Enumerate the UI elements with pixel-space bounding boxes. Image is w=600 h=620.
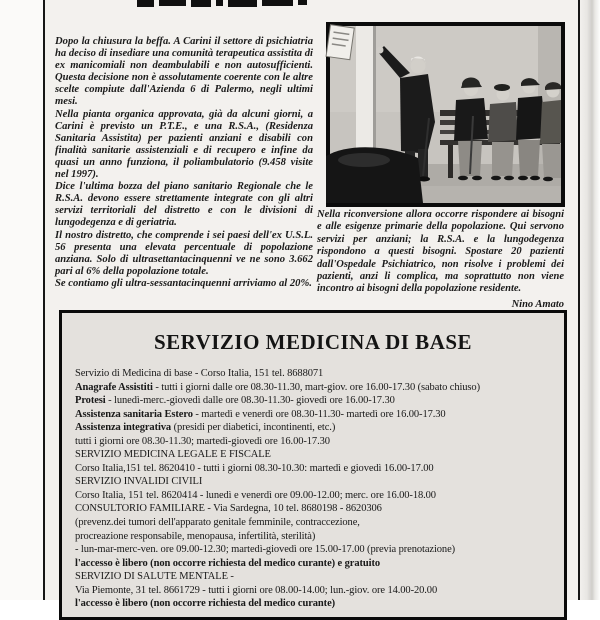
headline-letter-fragment — [262, 0, 293, 6]
service-line-text: Corso Italia, 151 tel. 8620414 - lunedì e venerdì ore 09.00-12.00; merc. ore 16.00-18.00 — [75, 489, 436, 501]
service-line-text: - lunedì-merc.-giovedì dalle ore 08.30-11.30- giovedì ore 16.00-17.30 — [105, 395, 395, 407]
article-paragraph-5: Se contiamo gli ultra-sessantacinquenni arriviamo al 20%. — [55, 277, 312, 289]
service-line — [75, 408, 554, 422]
service-line-text: - lun-mar-merc-ven. ore 09.00-12.30; martedì-giovedì ore 15.00-17.00 (previa prenotazione) — [75, 544, 456, 556]
services-box — [59, 310, 567, 620]
service-line-bold: Protesi — [75, 395, 106, 407]
service-line — [75, 570, 554, 584]
service-line-text: (presidi per diabetici, incontinenti, etc.) — [171, 422, 336, 434]
page-frame-left-rule — [43, 0, 45, 600]
services-list — [75, 367, 554, 611]
article-paragraph-3: Dice l'ultima bozza del piano sanitario Regionale che le R.S.A. devono essere strettamente integrate con gli altri servizi territoriali del distretto e con le divisioni di lungodegenza e di geriatria. — [55, 181, 313, 229]
service-line-text: (prevenz.dei tumori dell'apparato genitale femminile, contraccezione, — [75, 517, 360, 529]
service-line-bold: l'accesso è libero (non occorre richiesta del medico curante) — [75, 598, 336, 610]
service-line-text: CONSULTORIO FAMILIARE - Via Sardegna, 10 tel. 8680198 - 8620306 — [75, 503, 382, 515]
headline-letter-fragment — [159, 0, 186, 6]
article-paragraph-4: Il nostro distretto, che comprende i sei paesi dell'ex U.S.L. 56 presenta una elevata percentuale di popolazione anziana. Solo di ultrasettantacinquenni ve ne sono 3.662 pari al 6% della popolazione totale. — [55, 229, 313, 277]
service-line — [75, 557, 554, 571]
service-line — [75, 462, 554, 476]
service-line-text: - martedì e venerdì ore 08.30-11.30- martedì ore 16.00-17.30 — [192, 408, 446, 420]
service-line — [75, 516, 554, 530]
service-line — [75, 530, 554, 544]
service-line — [75, 435, 554, 449]
service-line — [75, 381, 554, 395]
service-line-bold: l'accesso è libero (non occorre richiesta del medico curante) e gratuito — [75, 557, 380, 569]
headline-letter-fragment — [298, 0, 307, 5]
service-line-text: SERVIZIO DI SALUTE MENTALE - — [75, 571, 234, 583]
service-line-text: procreazione responsabile, menopausa, infertilità, sterilità) — [75, 530, 316, 542]
service-line-text: tutti i giorni ore 08.30-11.30; martedì-giovedì ore 16.00-17.30 — [75, 435, 330, 447]
services-box-title: SERVIZIO MEDICINA DI BASE — [153, 330, 473, 354]
scan-page-edge-shadow — [580, 0, 600, 600]
scan-left-margin — [0, 0, 43, 600]
poster-sign — [326, 25, 354, 60]
service-line — [75, 367, 554, 381]
headline-letter-fragment — [216, 0, 223, 6]
car-shape — [326, 147, 423, 203]
service-line — [75, 584, 554, 598]
photo-caption-text: Nella riconversione allora occorre rispondere ai bisogni e alle esigenze primarie della popolazione. Qui servono servizi per anziani; la R.S.A. e la lungodegenza rispondono a questi bisogni. Spostare 20 pazienti dall'Ospedale Psichiatrico, non risolve i problemi dei pazienti, anzi li complica, ma soprattutto non viene incontro ai bisogni della popolazione residente. — [317, 209, 564, 295]
byline: Nino Amato — [511, 298, 564, 310]
service-line — [75, 502, 554, 516]
service-line — [75, 543, 554, 557]
service-line-bold: Assistenza integrativa — [75, 422, 172, 434]
article-column-left — [55, 36, 313, 290]
service-line-text: SERVIZIO INVALIDI CIVILI — [75, 476, 203, 488]
service-line — [75, 421, 554, 435]
service-line-bold: Anagrafe Assistiti — [75, 381, 153, 393]
article-paragraph-2: Nella pianta organica approvata, già da alcuni giorni, a Carini è previsto un P.T.E., e una R.S.A., (Residenza Sanitaria Assistita) per pazienti anziani e disabili con finalità sanitarie assistenziali e di recupero e infine da quasi un anno funziona, il poliambulatorio (9.458 visite nel 1997). — [55, 108, 313, 181]
service-line-text: - tutti i giorni dalle ore 08.30-11.30, mart-giov. ore 16.00-17.30 (sabato chiuso) — [152, 381, 480, 393]
service-line-text: SERVIZIO MEDICINA LEGALE E FISCALE — [75, 449, 271, 461]
headline-letter-fragment — [137, 0, 154, 7]
service-line — [75, 394, 554, 408]
service-line — [75, 475, 554, 489]
service-line-text: Servizio di Medicina di base - Corso Italia, 151 tel. 8688071 — [75, 368, 324, 379]
service-line-bold: Assistenza sanitaria Estero — [75, 408, 193, 420]
headline-letter-fragment — [191, 0, 211, 7]
headline-letter-fragment — [228, 0, 257, 7]
photo-caption-column — [317, 209, 564, 311]
photo-frame — [326, 22, 565, 207]
service-line-text: Via Piemonte, 31 tel. 8661729 - tutti i giorni ore 08.00-14.00; lun.-giov. ore 14.00-20.00 — [75, 584, 438, 596]
service-line-text: Corso Italia,151 tel. 8620410 - tutti i giorni 08.30-10.30: martedì e giovedì 16.00-17.00 — [75, 462, 434, 474]
service-line — [75, 489, 554, 503]
article-paragraph-1: Dopo la chiusura la beffa. A Carini il settore di psichiatria ha deciso di insediare una comunità terapeutica assistita di ex manicomiali non deambulabili e non autosufficienti. Questa decisione non è assolutamente coerente con le altre scelte compiute dall'Azienda 6 di Palermo, negli ultimi mesi. — [55, 36, 313, 108]
service-line — [75, 597, 554, 611]
service-line — [75, 448, 554, 462]
photo-elderly-men — [330, 26, 561, 203]
